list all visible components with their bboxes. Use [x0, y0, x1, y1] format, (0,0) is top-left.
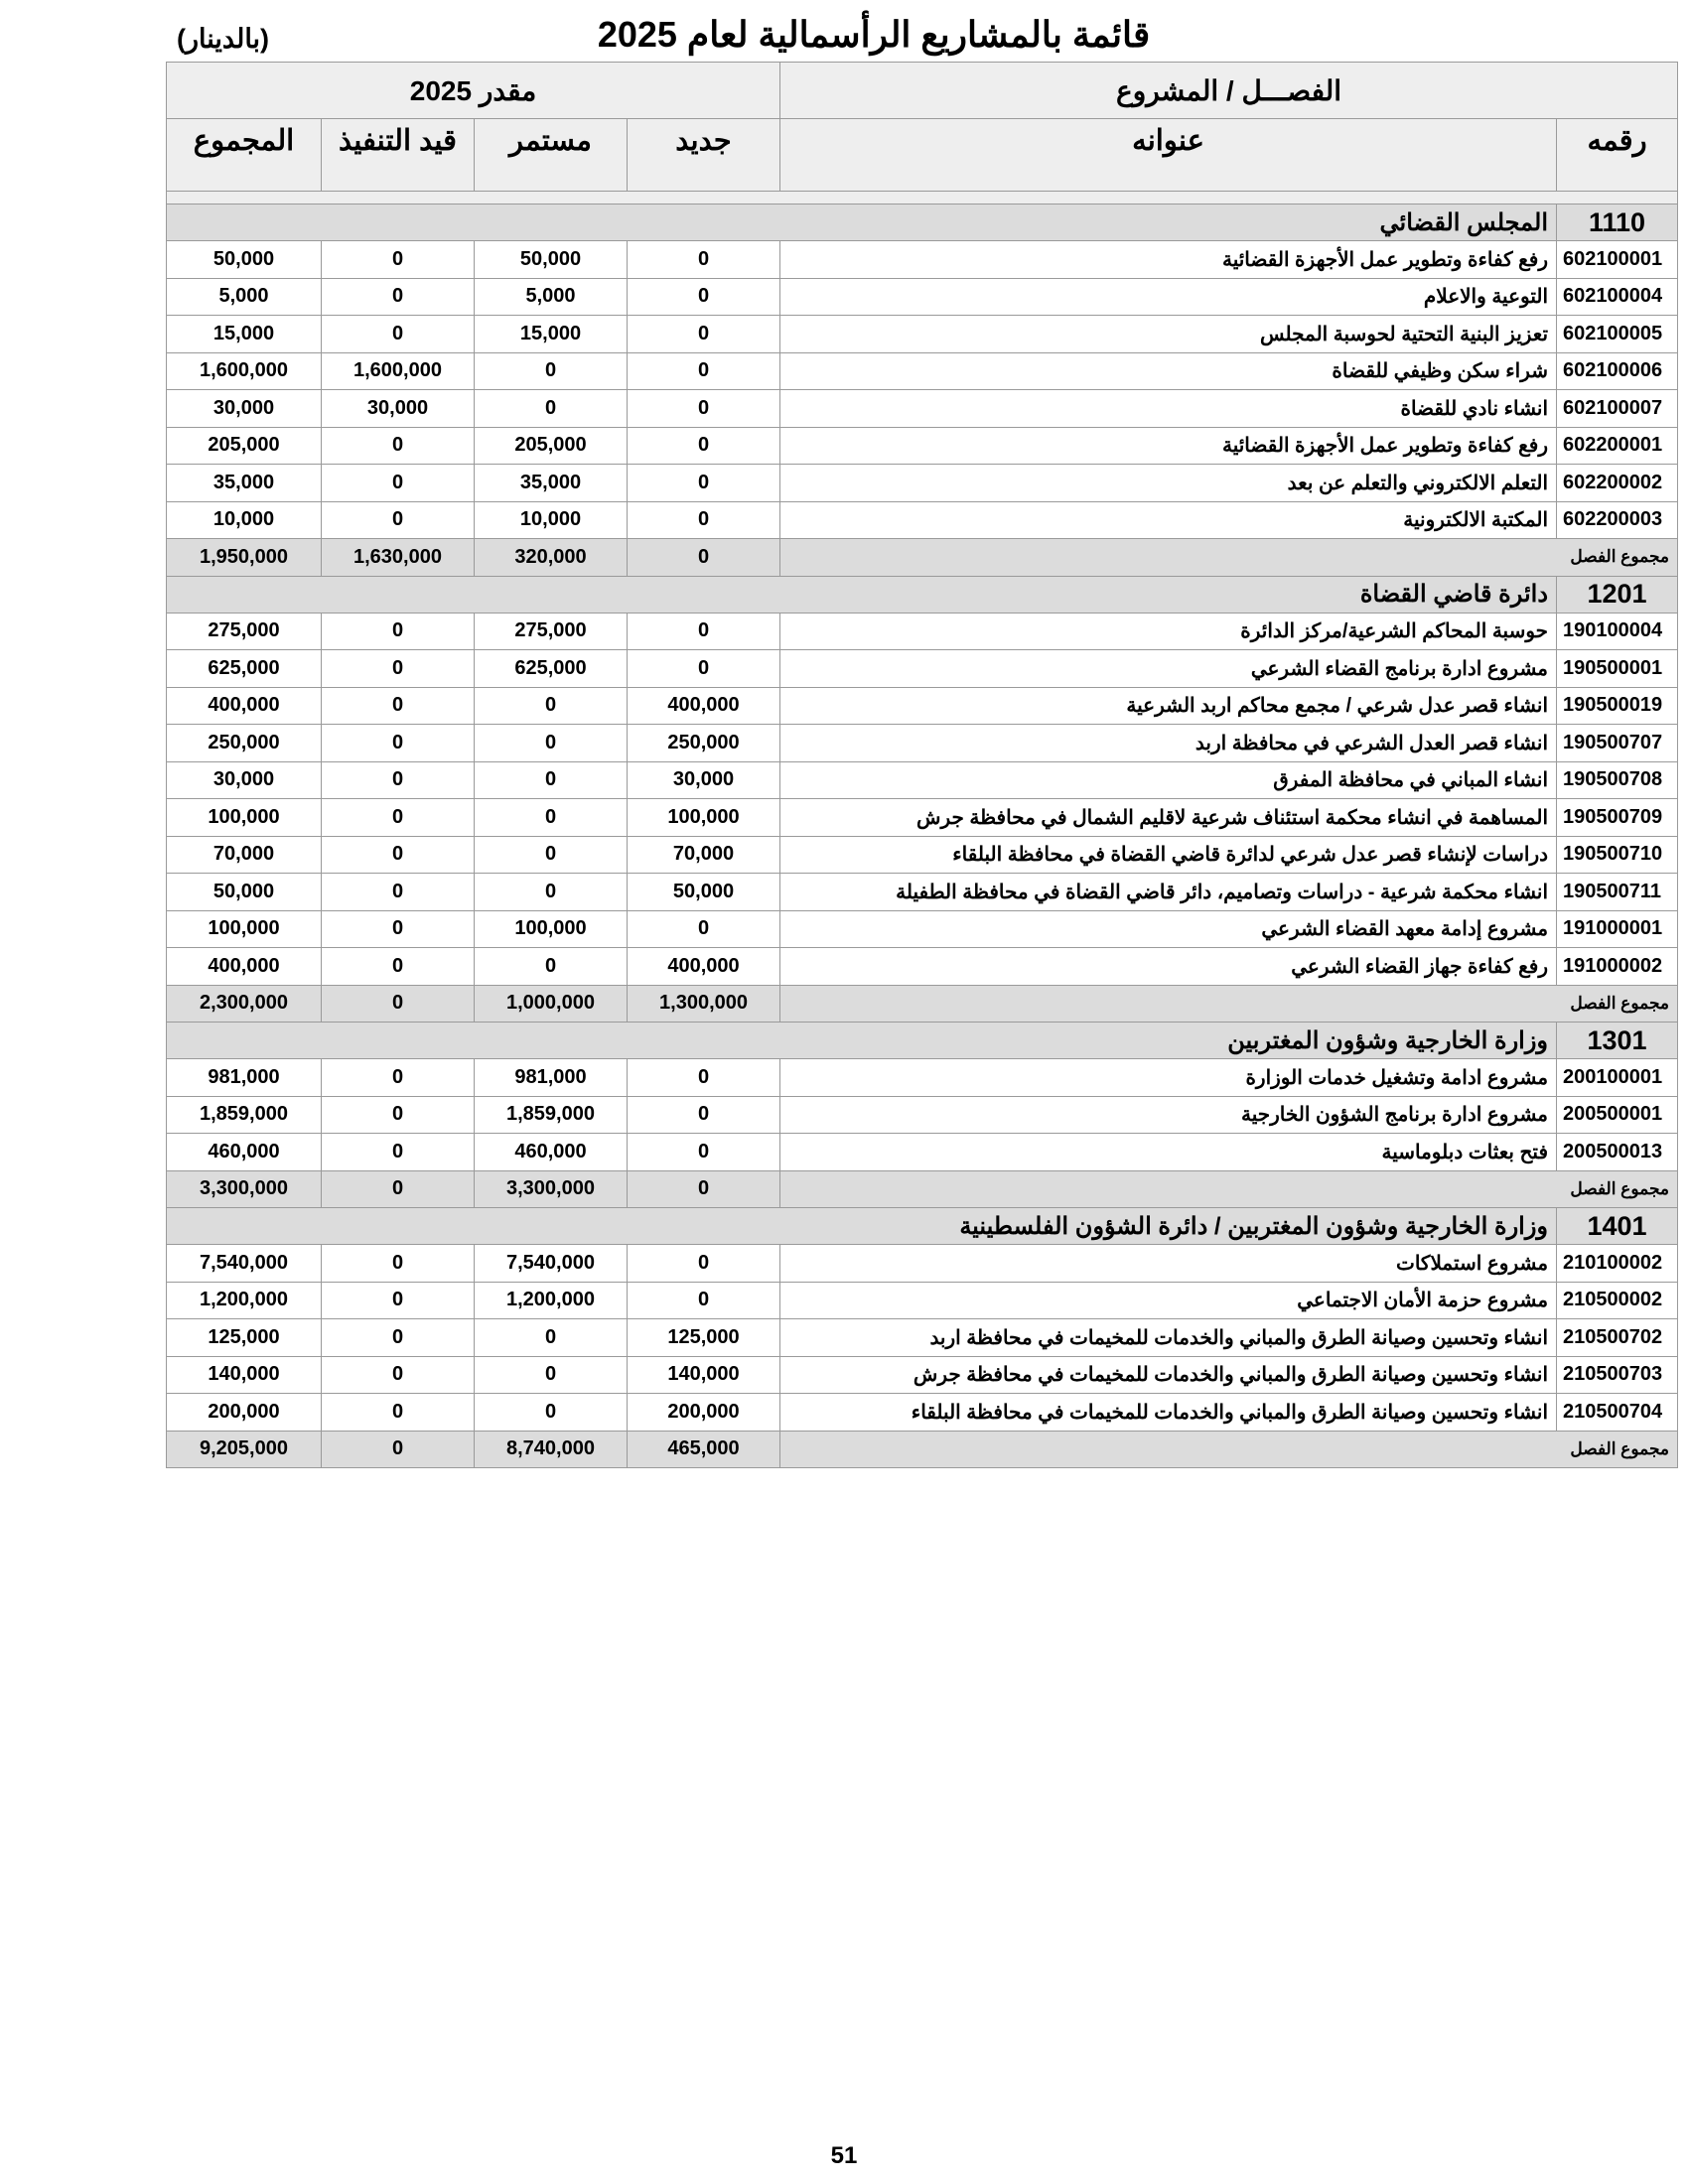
header-spacer [167, 192, 1678, 205]
total-cell: 50,000 [167, 874, 322, 911]
new-cell: 0 [628, 1059, 780, 1097]
project-title-cell: انشاء وتحسين وصيانة الطرق والمباني والخدمات للمخيمات في محافظة البلقاء [780, 1394, 1557, 1432]
project-title-cell: رفع كفاءة جهاز القضاء الشرعي [780, 948, 1557, 986]
project-code-cell: 190500710 [1557, 836, 1678, 874]
section-ongoing-cell: 3,300,000 [475, 1170, 628, 1208]
in-progress-cell: 0 [322, 1134, 475, 1171]
new-cell: 100,000 [628, 799, 780, 837]
in-progress-cell: 0 [322, 910, 475, 948]
table-row [167, 316, 1678, 353]
section-header-row [167, 205, 1678, 241]
in-progress-cell: 0 [322, 316, 475, 353]
ongoing-cell: 460,000 [475, 1134, 628, 1171]
new-cell: 0 [628, 1134, 780, 1171]
total-cell: 50,000 [167, 241, 322, 279]
project-code-cell: 200500013 [1557, 1134, 1678, 1171]
in-progress-cell: 0 [322, 1394, 475, 1432]
new-cell: 125,000 [628, 1319, 780, 1357]
section-new-cell: 0 [628, 1170, 780, 1208]
total-cell: 460,000 [167, 1134, 322, 1171]
ongoing-cell: 35,000 [475, 465, 628, 502]
table-row [167, 390, 1678, 428]
total-cell: 1,600,000 [167, 352, 322, 390]
section-new-cell: 0 [628, 539, 780, 577]
section-ongoing-cell: 8,740,000 [475, 1431, 628, 1468]
total-cell: 7,540,000 [167, 1245, 322, 1283]
section-header-row [167, 1023, 1678, 1059]
ongoing-cell: 100,000 [475, 910, 628, 948]
project-code-cell: 602100007 [1557, 390, 1678, 428]
table-row [167, 278, 1678, 316]
project-code-cell: 190500001 [1557, 650, 1678, 688]
ongoing-cell: 0 [475, 352, 628, 390]
project-title-cell: مشروع استملاكات [780, 1245, 1557, 1283]
in-progress-cell: 0 [322, 465, 475, 502]
project-title-cell: المكتبة الالكترونية [780, 501, 1557, 539]
new-cell: 70,000 [628, 836, 780, 874]
capital-projects-table [166, 62, 1678, 1468]
table-row [167, 1134, 1678, 1171]
section-total-row [167, 1170, 1678, 1208]
project-title-cell: تعزيز البنية التحتية لحوسبة المجلس [780, 316, 1557, 353]
new-cell: 250,000 [628, 725, 780, 762]
table-row [167, 1319, 1678, 1357]
total-cell: 1,859,000 [167, 1096, 322, 1134]
table-row [167, 948, 1678, 986]
total-cell: 30,000 [167, 761, 322, 799]
table-row [167, 241, 1678, 279]
section-number: 1110 [1557, 205, 1678, 241]
page-number: 51 [830, 2142, 858, 2169]
section-total-label: مجموع الفصل [780, 1170, 1678, 1208]
ongoing-cell: 1,859,000 [475, 1096, 628, 1134]
header-row-columns [167, 119, 1678, 192]
section-ongoing-cell: 320,000 [475, 539, 628, 577]
in-progress-cell: 0 [322, 836, 475, 874]
new-cell: 0 [628, 316, 780, 353]
project-code-cell: 602100001 [1557, 241, 1678, 279]
ongoing-cell: 0 [475, 390, 628, 428]
section-number: 1301 [1557, 1023, 1678, 1059]
project-title-cell: التعلم الالكتروني والتعلم عن بعد [780, 465, 1557, 502]
table-row [167, 1394, 1678, 1432]
section-total-cell: 1,950,000 [167, 539, 322, 577]
section-total-label: مجموع الفصل [780, 985, 1678, 1023]
ongoing-cell: 0 [475, 874, 628, 911]
section-new-cell: 1,300,000 [628, 985, 780, 1023]
new-cell: 0 [628, 465, 780, 502]
total-cell: 125,000 [167, 1319, 322, 1357]
header-row-top [167, 63, 1678, 119]
section-in-progress-cell: 0 [322, 985, 475, 1023]
project-code-cell: 602200001 [1557, 427, 1678, 465]
project-code-cell: 190500709 [1557, 799, 1678, 837]
new-cell: 30,000 [628, 761, 780, 799]
in-progress-cell: 0 [322, 650, 475, 688]
project-code-cell: 200100001 [1557, 1059, 1678, 1097]
section-name: المجلس القضائي [167, 205, 1557, 241]
new-column-header: جديد [628, 119, 780, 192]
section-in-progress-cell: 0 [322, 1170, 475, 1208]
project-title-cell: دراسات لإنشاء قصر عدل شرعي لدائرة قاضي القضاة في محافظة البلقاء [780, 836, 1557, 874]
project-code-cell: 210500002 [1557, 1282, 1678, 1319]
project-code-cell: 602100005 [1557, 316, 1678, 353]
project-title-cell: مشروع ادارة برنامج الشؤون الخارجية [780, 1096, 1557, 1134]
section-name: وزارة الخارجية وشؤون المغتربين / دائرة الشؤون الفلسطينية [167, 1208, 1557, 1245]
in-progress-cell: 0 [322, 799, 475, 837]
code-column-header: رقمه [1557, 119, 1678, 192]
total-cell: 400,000 [167, 687, 322, 725]
table-row [167, 687, 1678, 725]
section-name: وزارة الخارجية وشؤون المغتربين [167, 1023, 1557, 1059]
new-cell: 0 [628, 390, 780, 428]
total-cell: 100,000 [167, 799, 322, 837]
project-title-cell: مشروع إدامة معهد القضاء الشرعي [780, 910, 1557, 948]
ongoing-column-header: مستمر [475, 119, 628, 192]
total-cell: 205,000 [167, 427, 322, 465]
in-progress-cell: 0 [322, 613, 475, 650]
total-cell: 5,000 [167, 278, 322, 316]
project-code-cell: 210500703 [1557, 1356, 1678, 1394]
in-progress-cell: 0 [322, 1059, 475, 1097]
new-cell: 0 [628, 427, 780, 465]
table-row [167, 352, 1678, 390]
in-progress-cell: 0 [322, 761, 475, 799]
ongoing-cell: 1,200,000 [475, 1282, 628, 1319]
project-title-cell: انشاء المباني في محافظة المفرق [780, 761, 1557, 799]
project-code-cell: 190100004 [1557, 613, 1678, 650]
in-progress-cell: 0 [322, 1245, 475, 1283]
table-row [167, 613, 1678, 650]
in-progress-cell: 0 [322, 1356, 475, 1394]
project-title-cell: انشاء وتحسين وصيانة الطرق والمباني والخدمات للمخيمات في محافظة جرش [780, 1356, 1557, 1394]
currency-note: (بالدينار) [177, 24, 270, 54]
new-cell: 0 [628, 241, 780, 279]
section-total-label: مجموع الفصل [780, 1431, 1678, 1468]
in-progress-cell: 0 [322, 278, 475, 316]
section-total-row [167, 985, 1678, 1023]
project-code-cell: 191000001 [1557, 910, 1678, 948]
total-cell: 70,000 [167, 836, 322, 874]
ongoing-cell: 205,000 [475, 427, 628, 465]
in-progress-cell: 0 [322, 948, 475, 986]
section-in-progress-cell: 1,630,000 [322, 539, 475, 577]
new-cell: 0 [628, 1245, 780, 1283]
table-row [167, 1245, 1678, 1283]
project-code-cell: 210500704 [1557, 1394, 1678, 1432]
project-code-cell: 210500702 [1557, 1319, 1678, 1357]
new-cell: 400,000 [628, 687, 780, 725]
ongoing-cell: 0 [475, 725, 628, 762]
project-code-cell: 190500708 [1557, 761, 1678, 799]
section-total-row [167, 1431, 1678, 1468]
new-cell: 50,000 [628, 874, 780, 911]
ongoing-cell: 0 [475, 761, 628, 799]
table-row [167, 427, 1678, 465]
ongoing-cell: 275,000 [475, 613, 628, 650]
section-in-progress-cell: 0 [322, 1431, 475, 1468]
project-title-cell: فتح بعثات دبلوماسية [780, 1134, 1557, 1171]
project-code-cell: 191000002 [1557, 948, 1678, 986]
new-cell: 0 [628, 278, 780, 316]
project-code-cell: 602200003 [1557, 501, 1678, 539]
project-title-cell: انشاء قصر العدل الشرعي في محافظة اربد [780, 725, 1557, 762]
project-title-cell: مشروع حزمة الأمان الاجتماعي [780, 1282, 1557, 1319]
table-row [167, 836, 1678, 874]
section-header-row [167, 576, 1678, 613]
section-header-row [167, 1208, 1678, 1245]
new-cell: 0 [628, 1096, 780, 1134]
new-cell: 0 [628, 1282, 780, 1319]
project-title-cell: شراء سكن وظيفي للقضاة [780, 352, 1557, 390]
total-column-header: المجموع [167, 119, 322, 192]
in-progress-cell: 0 [322, 1282, 475, 1319]
section-total-cell: 9,205,000 [167, 1431, 322, 1468]
total-cell: 100,000 [167, 910, 322, 948]
total-cell: 35,000 [167, 465, 322, 502]
in-progress-cell: 0 [322, 874, 475, 911]
in-progress-column-header: قيد التنفيذ [322, 119, 475, 192]
ongoing-cell: 981,000 [475, 1059, 628, 1097]
table-row [167, 465, 1678, 502]
total-cell: 275,000 [167, 613, 322, 650]
ongoing-cell: 50,000 [475, 241, 628, 279]
ongoing-cell: 15,000 [475, 316, 628, 353]
new-cell: 400,000 [628, 948, 780, 986]
project-title-cell: انشاء وتحسين وصيانة الطرق والمباني والخدمات للمخيمات في محافظة اربد [780, 1319, 1557, 1357]
table-row [167, 501, 1678, 539]
in-progress-cell: 0 [322, 427, 475, 465]
project-title-cell: مشروع ادامة وتشغيل خدمات الوزارة [780, 1059, 1557, 1097]
total-cell: 15,000 [167, 316, 322, 353]
total-cell: 981,000 [167, 1059, 322, 1097]
total-cell: 10,000 [167, 501, 322, 539]
in-progress-cell: 0 [322, 501, 475, 539]
in-progress-cell: 30,000 [322, 390, 475, 428]
ongoing-cell: 0 [475, 1319, 628, 1357]
ongoing-cell: 0 [475, 1356, 628, 1394]
in-progress-cell: 0 [322, 241, 475, 279]
project-title-cell: رفع كفاءة وتطوير عمل الأجهزة القضائية [780, 241, 1557, 279]
in-progress-cell: 0 [322, 1096, 475, 1134]
ongoing-cell: 7,540,000 [475, 1245, 628, 1283]
section-new-cell: 465,000 [628, 1431, 780, 1468]
table-row [167, 650, 1678, 688]
table-row [167, 1356, 1678, 1394]
in-progress-cell: 0 [322, 687, 475, 725]
project-title-cell: رفع كفاءة وتطوير عمل الأجهزة القضائية [780, 427, 1557, 465]
total-cell: 625,000 [167, 650, 322, 688]
new-cell: 140,000 [628, 1356, 780, 1394]
table-row [167, 799, 1678, 837]
section-number: 1201 [1557, 576, 1678, 613]
project-title-cell: حوسبة المحاكم الشرعية/مركز الدائرة [780, 613, 1557, 650]
section-total-cell: 3,300,000 [167, 1170, 322, 1208]
total-cell: 140,000 [167, 1356, 322, 1394]
section-number: 1401 [1557, 1208, 1678, 1245]
table-row [167, 1096, 1678, 1134]
total-cell: 1,200,000 [167, 1282, 322, 1319]
section-total-cell: 2,300,000 [167, 985, 322, 1023]
in-progress-cell: 1,600,000 [322, 352, 475, 390]
new-cell: 200,000 [628, 1394, 780, 1432]
in-progress-cell: 0 [322, 1319, 475, 1357]
project-title-cell: التوعية والاعلام [780, 278, 1557, 316]
project-title-cell: المساهمة في انشاء محكمة استئناف شرعية لاقليم الشمال في محافظة جرش [780, 799, 1557, 837]
section-name: دائرة قاضي القضاة [167, 576, 1557, 613]
table-row [167, 1282, 1678, 1319]
name-column-header: عنوانه [780, 119, 1557, 192]
table-row [167, 874, 1678, 911]
project-title-cell: مشروع ادارة برنامج القضاء الشرعي [780, 650, 1557, 688]
project-code-cell: 602200002 [1557, 465, 1678, 502]
project-title-cell: انشاء نادي للقضاة [780, 390, 1557, 428]
table-row [167, 761, 1678, 799]
project-code-cell: 200500001 [1557, 1096, 1678, 1134]
page-title: قائمة بالمشاريع الرأسمالية لعام 2025 [597, 14, 1151, 55]
ongoing-cell: 625,000 [475, 650, 628, 688]
ongoing-cell: 0 [475, 948, 628, 986]
ongoing-cell: 0 [475, 687, 628, 725]
table-row [167, 1059, 1678, 1097]
new-cell: 0 [628, 501, 780, 539]
new-cell: 0 [628, 650, 780, 688]
section-total-label: مجموع الفصل [780, 539, 1678, 577]
total-cell: 400,000 [167, 948, 322, 986]
project-code-cell: 190500019 [1557, 687, 1678, 725]
ongoing-cell: 5,000 [475, 278, 628, 316]
ongoing-cell: 0 [475, 836, 628, 874]
project-code-cell: 602100006 [1557, 352, 1678, 390]
section-ongoing-cell: 1,000,000 [475, 985, 628, 1023]
total-cell: 250,000 [167, 725, 322, 762]
total-cell: 30,000 [167, 390, 322, 428]
ongoing-cell: 10,000 [475, 501, 628, 539]
new-cell: 0 [628, 613, 780, 650]
project-code-cell: 602100004 [1557, 278, 1678, 316]
ongoing-cell: 0 [475, 799, 628, 837]
total-cell: 200,000 [167, 1394, 322, 1432]
section-project-header: الفصـــل / المشروع [780, 63, 1678, 119]
table-row [167, 910, 1678, 948]
project-code-cell: 190500707 [1557, 725, 1678, 762]
estimate-header: مقدر 2025 [167, 63, 780, 119]
new-cell: 0 [628, 910, 780, 948]
project-title-cell: انشاء محكمة شرعية - دراسات وتصاميم، دائر قاضي القضاة في محافظة الطفيلة [780, 874, 1557, 911]
project-code-cell: 210100002 [1557, 1245, 1678, 1283]
in-progress-cell: 0 [322, 725, 475, 762]
section-total-row [167, 539, 1678, 577]
project-code-cell: 190500711 [1557, 874, 1678, 911]
project-title-cell: انشاء قصر عدل شرعي / مجمع محاكم اربد الشرعية [780, 687, 1557, 725]
table-row [167, 725, 1678, 762]
new-cell: 0 [628, 352, 780, 390]
ongoing-cell: 0 [475, 1394, 628, 1432]
